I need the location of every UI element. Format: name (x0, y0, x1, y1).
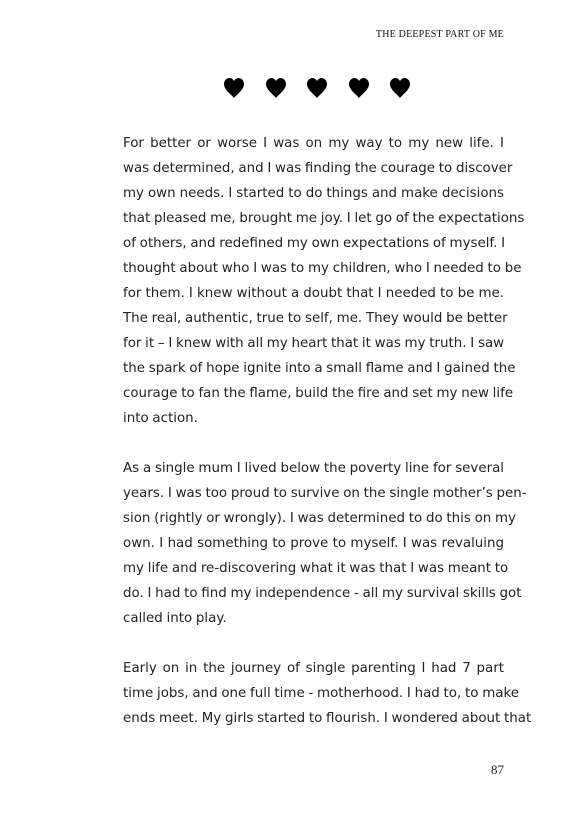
text-line: sion (rightly or wrongly). I was determined to do this on my (123, 511, 516, 526)
text-line: for them. I knew without a doubt that I needed to be me. (123, 286, 504, 301)
text-line: my life and re-discovering what it was that I was meant to (123, 561, 509, 576)
text-line: the spark of hope ignite into a small flame and I gained the (123, 361, 516, 376)
paragraph-1 (98, 131, 525, 431)
heart-icon (388, 76, 412, 100)
page-number: 87 (491, 762, 504, 777)
text-line: into action. (123, 411, 198, 426)
text-line: For better or worse I was on my way to my new life. I (123, 136, 504, 151)
text-line: The real, authentic, true to self, me. They would be better (123, 311, 508, 326)
heart-ornament-row (222, 76, 412, 102)
body-text (98, 131, 532, 756)
text-line: ends meet. My girls started to flourish. I wondered about that (123, 711, 532, 726)
text-line: was determined, and I was finding the courage to discover (123, 161, 513, 176)
paragraph-3 (98, 656, 532, 731)
text-line: courage to fan the flame, build the fire and set my new life (123, 386, 514, 401)
text-line: do. I had to find my independence - all my survival skills got (123, 586, 522, 601)
running-header: THE DEEPEST PART OF ME (375, 29, 504, 40)
heart-icon (347, 76, 371, 100)
text-line: that pleased me, brought me joy. I let go of the expectations (123, 211, 525, 226)
text-line: my own needs. I started to do things and make decisions (123, 186, 504, 201)
text-line: for it – I knew with all my heart that it was my truth. I saw (123, 336, 505, 351)
paragraph-2 (98, 456, 527, 631)
text-line: own. I had something to prove to myself. I was revaluing (123, 536, 504, 551)
text-line: time jobs, and one full time - motherhood. I had to, to make (123, 686, 519, 701)
heart-icon (264, 76, 288, 100)
heart-icon (305, 76, 329, 100)
text-line: Early on in the journey of single parenting I had 7 part (123, 661, 504, 676)
text-line: of others, and redefined my own expectations of myself. I (123, 236, 506, 251)
text-line: called into play. (123, 611, 227, 626)
heart-icon (222, 76, 246, 100)
text-line: thought about who I was to my children, who I needed to be (123, 261, 522, 276)
text-line: As a single mum I lived below the poverty line for several (123, 461, 504, 476)
text-line: years. I was too proud to survive on the single mother’s pen- (123, 486, 527, 501)
